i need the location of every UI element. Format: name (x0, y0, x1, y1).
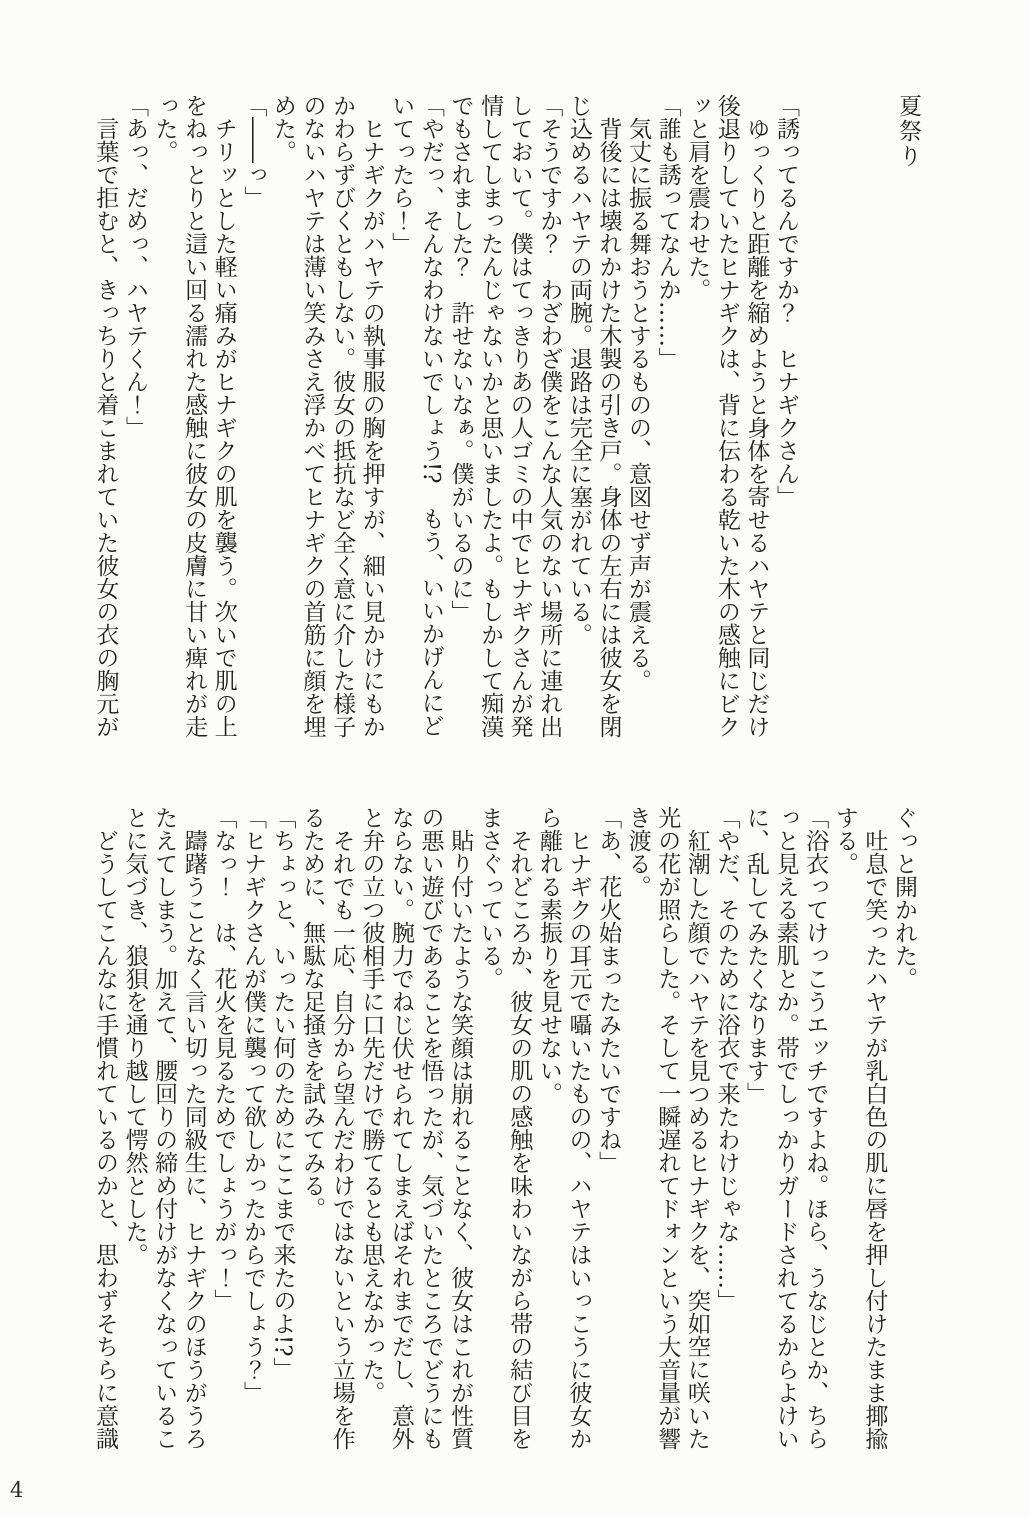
paragraph: 躊躇うことなく言い切った同級生に、ヒナギクのほうがうろたえてしまう。加えて、腰回りの締め付けがなくなっていることに気づき、狼狽を通り越して愕然とした。 (121, 806, 207, 1450)
paragraph: 「なっ！ は、花火を見るためでしょうがっ！」 (210, 806, 237, 1312)
paragraph: 貼り付いたような笑顔は崩れることなく、彼女はこれが性質の悪い遊びであることを悟ったが、気づいたところでどうにもならない。腕力でねじ伏せられてしまえばそれまでだし、意外と弁の立つ彼相手に口先だけで勝てるとも思えなかった。 (358, 806, 474, 1450)
paragraph: 気丈に振る舞おうとするものの、意図せず声が震える。 (625, 94, 652, 692)
paragraph: チリッとした軽い痛みがヒナギクの肌を襲う。次いで肌の上をねっとりと這い回る濡れた感触に彼女の皮膚に甘い痺れが走った。 (151, 94, 237, 738)
paragraph: どうしてこんなに手慣れているのかと、思わずそちらに意識 (91, 806, 118, 1450)
paragraph: 「誰も誘ってなんか……」 (654, 94, 681, 370)
paragraph: それどころか、彼女の肌の感触を味わいながら帯の結び目をまさぐっている。 (476, 806, 533, 1450)
paragraph: 「――っ」 (240, 94, 267, 209)
paragraph: ぐっと開かれた。 (891, 806, 917, 990)
lower-text-block (86, 806, 918, 1452)
paragraph: 吐息で笑ったハヤテが乳白色の肌に唇を押し付けたまま揶揄する。 (831, 806, 888, 1450)
paragraph: ヒナギクがハヤテの執事服の胸を押すが、細い見かけにもかかわらずびくともしない。彼女の抵抗など全く意に介した様子のないハヤテは薄い笑みさえ浮かべてヒナギクの首筋に顔を埋めた。 (269, 94, 385, 738)
paragraph: 「ちょっと、いったい何のためにここまで来たのよ!?」 (269, 806, 296, 1380)
paragraph: 背後には壊れかけた木製の引き戸。身体の左右には彼女を閉じ込めるハヤテの両腕。退路は完全に塞がれている。 (565, 94, 622, 738)
paragraph: 「ヒナギクさんが僕に襲って欲しかったからでしょう？」 (239, 806, 266, 1404)
paragraph: それでも一応、自分から望んだわけではないという立場を作るために、無駄な足掻きを試みてみる。 (299, 806, 355, 1450)
paragraph: 言葉で拒むと、きっちりと着こまれていた彼女の衣の胸元が (92, 94, 119, 738)
paragraph: 「あ、花火始まったみたいですね」 (595, 806, 622, 1174)
paragraph: 紅潮した顔でハヤテを見つめるヒナギクを、突如空に咲いた光の花が照らした。そして一瞬遅れてドォンという大音量が響き渡る。 (624, 806, 710, 1450)
paragraph: 「やだっ、そんなわけないでしょう!? もう、いいかげんにどいてったら！」 (388, 94, 444, 737)
paragraph: 「やだ、そのために浴衣で来たわけじゃな……」 (713, 806, 740, 1312)
paragraph: 「浴衣ってけっこうエッチですよね。ほら、うなじとか、ちらっと見える素肌とか。帯でしっかりガードされてるからよけいに、乱してみたくなります」 (743, 806, 829, 1450)
story-title: 夏祭り (895, 94, 921, 169)
paragraph: ゆっくりと距離を縮めようと身体を寄せるハヤテと同じだけ後退りしていたヒナギクは、背に伝わる乾いた木の感触にビクッと肩を震わせた。 (684, 94, 770, 738)
paragraph: 「あっ、だめっ、ハヤテくん！」 (121, 94, 148, 439)
page-number: 4 (10, 1478, 24, 1502)
upper-text-block (88, 94, 800, 740)
paragraph: 「誘ってるんですか？ ヒナギクさん」 (773, 94, 799, 508)
paragraph: 「そうですか？ わざわざ僕をこんな人気のない場所に連れ出しておいて。僕はてっきりあの人ゴミの中でヒナギクさんが発情してしまったんじゃないかと思いましたよ。もしかして痴漢でもされました？ 許せないなぁ。僕がいるのに」 (447, 94, 563, 738)
paragraph: ヒナギクの耳元で囁いたものの、ハヤテはいっこうに彼女から離れる素振りを見せない。 (535, 806, 592, 1450)
